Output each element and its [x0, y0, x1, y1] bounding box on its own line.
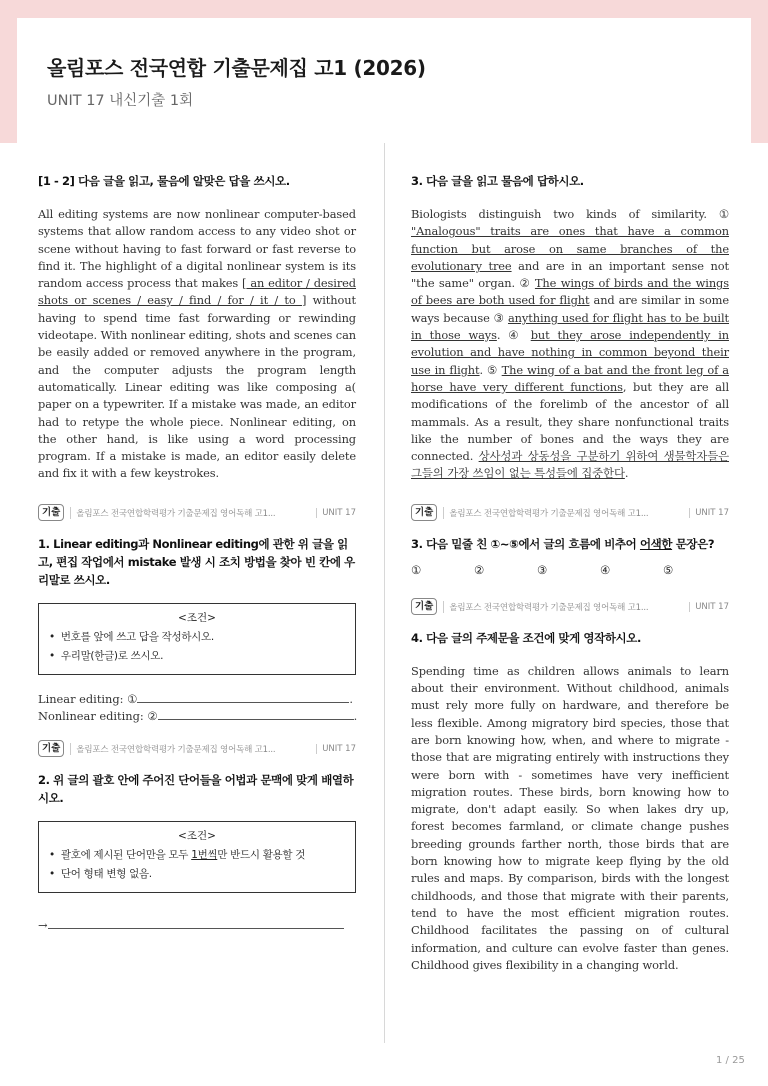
unit-label: UNIT 17 [316, 744, 356, 754]
underlined-sentence-1: "Analogous" traits are ones that have a common function but arose on same branches of the evolutionary tree [411, 224, 729, 273]
condition-item [49, 846, 345, 865]
source-text: 올림포스 전국연합학력평가 기출문제집 영어독해 고1... [443, 601, 681, 613]
nonlinear-label: Nonlinear editing: ② [38, 708, 158, 723]
condition-item: • 우리말(한글)로 쓰시오. [49, 647, 345, 666]
passage-text: , but they are all modifications of the forelimb of the ancestor of all mammals. As a result, they share nonfunctional traits like the number of bones and the ways they are connected. [411, 379, 729, 464]
linear-answer-blank[interactable] [137, 691, 349, 703]
passage-similarity [411, 206, 729, 483]
passage-text: and are in an important sense not "the same" organ. ② [411, 258, 729, 291]
nonlinear-answer-blank[interactable] [158, 708, 354, 720]
condition-item: • 번호를 앞에 쓰고 답을 작성하시오. [49, 628, 345, 647]
source-tag-row [411, 597, 729, 617]
condition-text: 괄호에 제시된 단어만을 모두 [60, 848, 192, 861]
period: . [349, 691, 353, 706]
condition-box-1 [38, 603, 356, 675]
answer-line-2 [38, 917, 356, 934]
linear-label: Linear editing: ① [38, 691, 138, 706]
q3b-text: 3. 다음 밑줄 친 ①~⑤에서 글의 흐름에 비추어 [411, 536, 640, 551]
passage-text: . ④ [496, 328, 531, 343]
underlined-sentence-3: anything used for flight has to be built in those ways [411, 310, 729, 343]
q1-heading: 1. Linear editing과 Nonlinear editing에 관한 위 글을 읽고, 편집 작업에서 mistake 발생 시 조치 방법을 찾아 빈 칸에 우리말로 쓰시오. [38, 536, 355, 587]
passage-childhood: Spending time as children allows animals to learn about their environment. Without childhood, animals must rely more fully on hardware, and therefore be less flexible. Among migratory bird species, those that are born knowing how, when, and where to migrate - those that are migrating entirely with instructions they were born with - sometimes have very inefficient migration routes. These birds, born knowing how to migrate, don't adapt easily. So when lakes dry up, forest becomes farmland, or climate change pushes breeding grounds farther north, those birds that are born knowing how to migrate keep flying by the old rules and maps. By comparison, birds with the longest childhoods, and those that migrate with their parents, tend to have the most efficient migration routes. Childhood facilitates the passing on of cultural information, and culture can evolve faster than genes. Childhood gives flexibility in a changing world. [411, 663, 729, 972]
source-text: 올림포스 전국연합학력평가 기출문제집 영어독해 고1... [70, 507, 308, 519]
source-tag: 기출 [38, 504, 64, 521]
nonlinear-answer-line [38, 708, 356, 725]
answer-area-1 [38, 691, 356, 725]
underlined-sentence-4: but they arose independently in evolution and have nothing in common beyond their use in flight [411, 328, 729, 377]
passage-bracket-words: an editor / desired shots or scenes / easy / find / for / it / to [38, 276, 356, 308]
left-column [38, 172, 356, 934]
q3b-text: 문장은? [672, 536, 715, 551]
passage-editing [38, 206, 356, 483]
passage-text: . [624, 466, 629, 481]
underlined-sentence-5: The wing of a bat and the front leg of a horse have very different functions [411, 362, 729, 394]
choice-2[interactable]: ② [474, 562, 485, 577]
choice-3[interactable]: ③ [537, 562, 548, 577]
q3b-emphasis: 어색한 [639, 536, 673, 551]
source-tag: 기출 [411, 598, 437, 615]
q3b-heading [411, 535, 729, 553]
choice-4[interactable]: ④ [600, 562, 611, 577]
choice-1[interactable]: ① [411, 562, 422, 577]
source-tag: 기출 [38, 740, 64, 757]
q12-heading: [1 - 2] 다음 글을 읽고, 물음에 알맞은 답을 쓰시오. [38, 174, 290, 188]
underlined-sentence-2: The wings of birds and the wings of bees are both used for flight [411, 276, 729, 308]
q4-heading: 4. 다음 글의 주제문을 조건에 맞게 영작하시오. [411, 630, 641, 645]
source-tag: 기출 [411, 504, 437, 521]
choice-5[interactable]: ⑤ [663, 562, 674, 577]
source-text: 올림포스 전국연합학력평가 기출문제집 영어독해 고1... [70, 743, 308, 755]
arrow-icon: → [38, 917, 48, 932]
passage-text: Biologists distinguish two kinds of similarity. ① [411, 207, 729, 221]
condition-item: • 단어 형태 변형 없음. [49, 865, 345, 884]
condition-title: <조건> [178, 611, 216, 624]
condition-box-2 [38, 821, 356, 893]
passage-text: . ⑤ [479, 362, 502, 377]
period: . [353, 708, 358, 723]
source-tag-row [38, 739, 356, 759]
linear-answer-line [38, 691, 356, 708]
condition-text: 만 반드시 활용할 것 [217, 848, 306, 861]
q3-heading: 3. 다음 글을 읽고 물음에 답하시오. [411, 174, 584, 188]
source-text: 올림포스 전국연합학력평가 기출문제집 영어독해 고1... [443, 507, 681, 519]
source-tag-row [411, 503, 729, 523]
page-number: 1 / 25 [716, 1055, 745, 1066]
column-divider [384, 143, 385, 1043]
unit-label: UNIT 17 [689, 508, 729, 518]
condition-emphasis: 1번씩 [191, 848, 218, 861]
unit-label: UNIT 17 [316, 508, 356, 518]
passage-text: and are similar in some ways because ③ [411, 293, 729, 325]
unit-label: UNIT 17 [689, 602, 729, 612]
right-column [411, 172, 729, 974]
page-subtitle: UNIT 17 내신기출 1회 [47, 93, 194, 109]
answer-choices [411, 563, 729, 577]
answer-blank-2[interactable] [48, 917, 344, 929]
passage-text-1: All editing systems are now nonlinear computer-based systems that allow random access to any video shot or scene without having to fast forward or fast reverse to find it. The highlight of a digital nonlinear system is its random access process that makes [ [38, 207, 356, 291]
passage-text-2: ] without having to spend time fast forwarding or rewinding videotape. With nonlinear editing, shots and scenes can be easily added or removed anywhere in the program, and the computer adjusts the program length automatically. Linear editing was like composing a( paper on a typewriter. If a mistake was made, an editor had to retype the whole piece. Nonlinear editing, on the other hand, is like using a word processing program. If a mistake is made, an editor easily delete and fix it with a few keystrokes. [38, 293, 356, 481]
q2-heading: 2. 위 글의 괄호 안에 주어진 단어들을 어법과 문맥에 맞게 배열하시오. [38, 772, 354, 805]
underlined-korean-sentence: 상사성과 상동성을 구분하기 위하여 생물학자들은 그들의 가장 쓰임이 없는 특성들에 집중한다 [411, 449, 730, 481]
condition-title: <조건> [178, 829, 216, 842]
page-title: 올림포스 전국연합 기출문제집 고1 (2026) [47, 56, 426, 80]
source-tag-row [38, 503, 356, 523]
